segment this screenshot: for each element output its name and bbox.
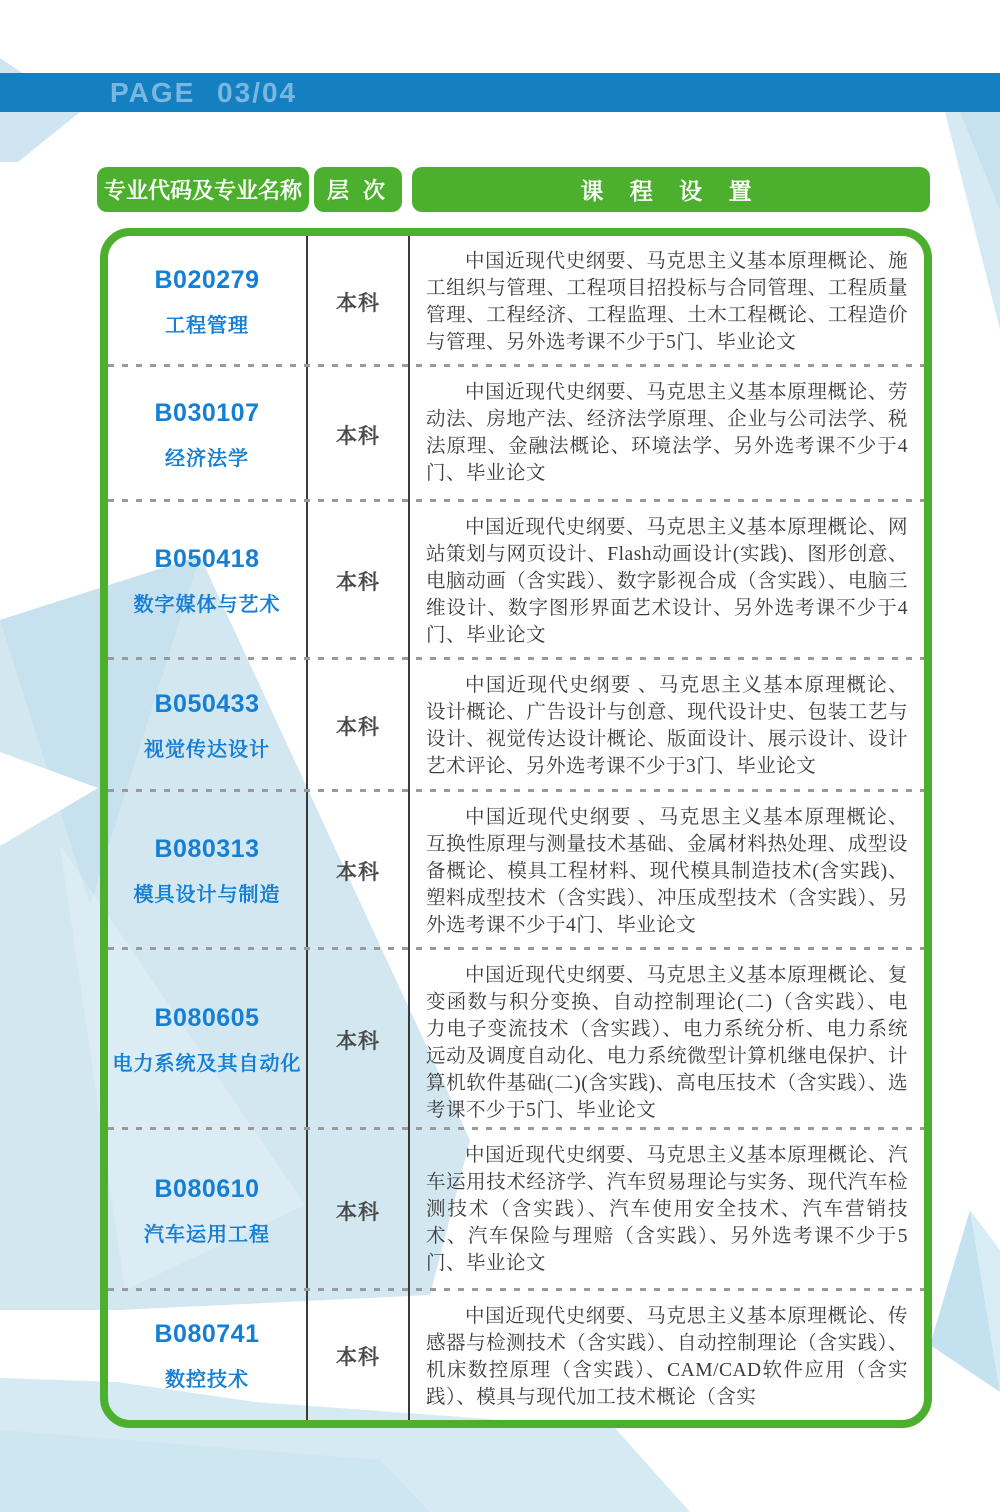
major-code: B020279: [154, 265, 260, 294]
level-cell: 本科: [308, 660, 410, 792]
page-number-label: PAGE 03/04: [110, 76, 298, 108]
major-name: 数控技术: [165, 1368, 249, 1391]
major-name: 模具设计与制造: [133, 884, 281, 906]
program-row: [108, 367, 924, 502]
major-cell: [108, 502, 308, 660]
program-row: [108, 1291, 924, 1420]
major-cell: [108, 660, 308, 792]
major-code: B080313: [154, 835, 260, 863]
program-row: [108, 792, 924, 950]
major-code: B080605: [154, 1004, 260, 1032]
courses-cell: 中国近现代史纲要、马克思主义基本原理概论、施工组织与管理、工程项目招投标与合同管理、工程质量管理、工程经济、工程监理、土木工程概论、工程造价与管理、另外选考课不少于5门、毕业论文: [426, 251, 908, 353]
courses-cell: 中国近现代史纲要、马克思主义基本原理概论、复变函数与积分变换、自动控制理论(二)（含实践）、电力电子变流技术（含实践）、电力系统分析、电力系统远动及调度自动化、电力系统微型计算机继电保护、计算机软件基础(二)(含实践)、高电压技术（含实践）、选考课不少于5门、毕业论文: [426, 965, 908, 1121]
major-name: 数字媒体与艺术: [133, 594, 281, 616]
level-cell: 本科: [308, 236, 410, 367]
major-cell: [108, 1291, 308, 1420]
major-name: 视觉传达设计: [144, 739, 270, 761]
level-cell: 本科: [308, 792, 410, 950]
major-name: 工程管理: [165, 314, 249, 337]
program-row: [108, 660, 924, 792]
major-cell: [108, 1130, 308, 1291]
major-code: B030107: [154, 398, 260, 427]
column-header-courses: 课 程 设 置: [412, 167, 930, 212]
courses-cell: 中国近现代史纲要、马克思主义基本原理概论、传感器与检测技术（含实践）、自动控制理论（含实践）、机床数控原理（含实践）、CAM/CAD软件应用（含实践）、模具与现代加工技术概论（含实: [426, 1306, 908, 1408]
major-code: B080741: [154, 1319, 260, 1348]
programs-table: [100, 228, 932, 1428]
column-header-major-code-name: 专业代码及专业名称: [97, 167, 309, 212]
level-cell: 本科: [308, 1130, 410, 1291]
major-name: 汽车运用工程: [144, 1223, 270, 1246]
program-row: [108, 502, 924, 660]
level-cell: 本科: [308, 950, 410, 1130]
courses-cell: 中国近现代史纲要、马克思主义基本原理概论、劳动法、房地产法、经济法学原理、企业与公司法学、税法原理、金融法概论、环境法学、另外选考课不少于4门、毕业论文: [426, 382, 908, 484]
major-code: B080610: [154, 1174, 260, 1203]
courses-cell: 中国近现代史纲要 、马克思主义基本原理概论、设计概论、广告设计与创意、现代设计史、包装工艺与设计、视觉传达设计概论、版面设计、展示设计、设计艺术评论、另外选考课不少于3门、毕业论文: [426, 675, 908, 777]
major-code: B050433: [154, 690, 260, 718]
program-row: [108, 1130, 924, 1291]
courses-cell: 中国近现代史纲要、马克思主义基本原理概论、网站策划与网页设计、Flash动画设计(实践)、图形创意、电脑动画（含实践）、数字影视合成（含实践）、电脑三维设计、数字图形界面艺术设计、另外选考课不少于4门、毕业论文: [426, 517, 908, 646]
column-header-level: 层 次: [314, 167, 402, 212]
table-column-headers: [0, 167, 1000, 212]
level-cell: 本科: [308, 502, 410, 660]
courses-cell: 中国近现代史纲要、马克思主义基本原理概论、汽车运用技术经济学、汽车贸易理论与实务、现代汽车检测技术（含实践）、汽车使用安全技术、汽车营销技术、汽车保险与理赔（含实践）、另外选考课不少于5门、毕业论文: [426, 1145, 908, 1274]
major-name: 电力系统及其自动化: [112, 1053, 302, 1075]
level-cell: 本科: [308, 367, 410, 502]
major-cell: [108, 792, 308, 950]
page-header-bar: [0, 73, 1000, 112]
program-row: [108, 950, 924, 1130]
program-row: [108, 236, 924, 367]
level-cell: 本科: [308, 1291, 410, 1420]
major-cell: [108, 236, 308, 367]
courses-cell: 中国近现代史纲要 、马克思主义基本原理概论、互换性原理与测量技术基础、金属材料热处理、成型设备概论、模具工程材料、现代模具制造技术(含实践)、塑料成型技术（含实践）、冲压成型技术（含实践）、另外选考课不少于4门、毕业论文: [426, 807, 908, 936]
major-name: 经济法学: [165, 447, 249, 470]
major-cell: [108, 950, 308, 1130]
major-cell: [108, 367, 308, 502]
major-code: B050418: [154, 545, 260, 573]
